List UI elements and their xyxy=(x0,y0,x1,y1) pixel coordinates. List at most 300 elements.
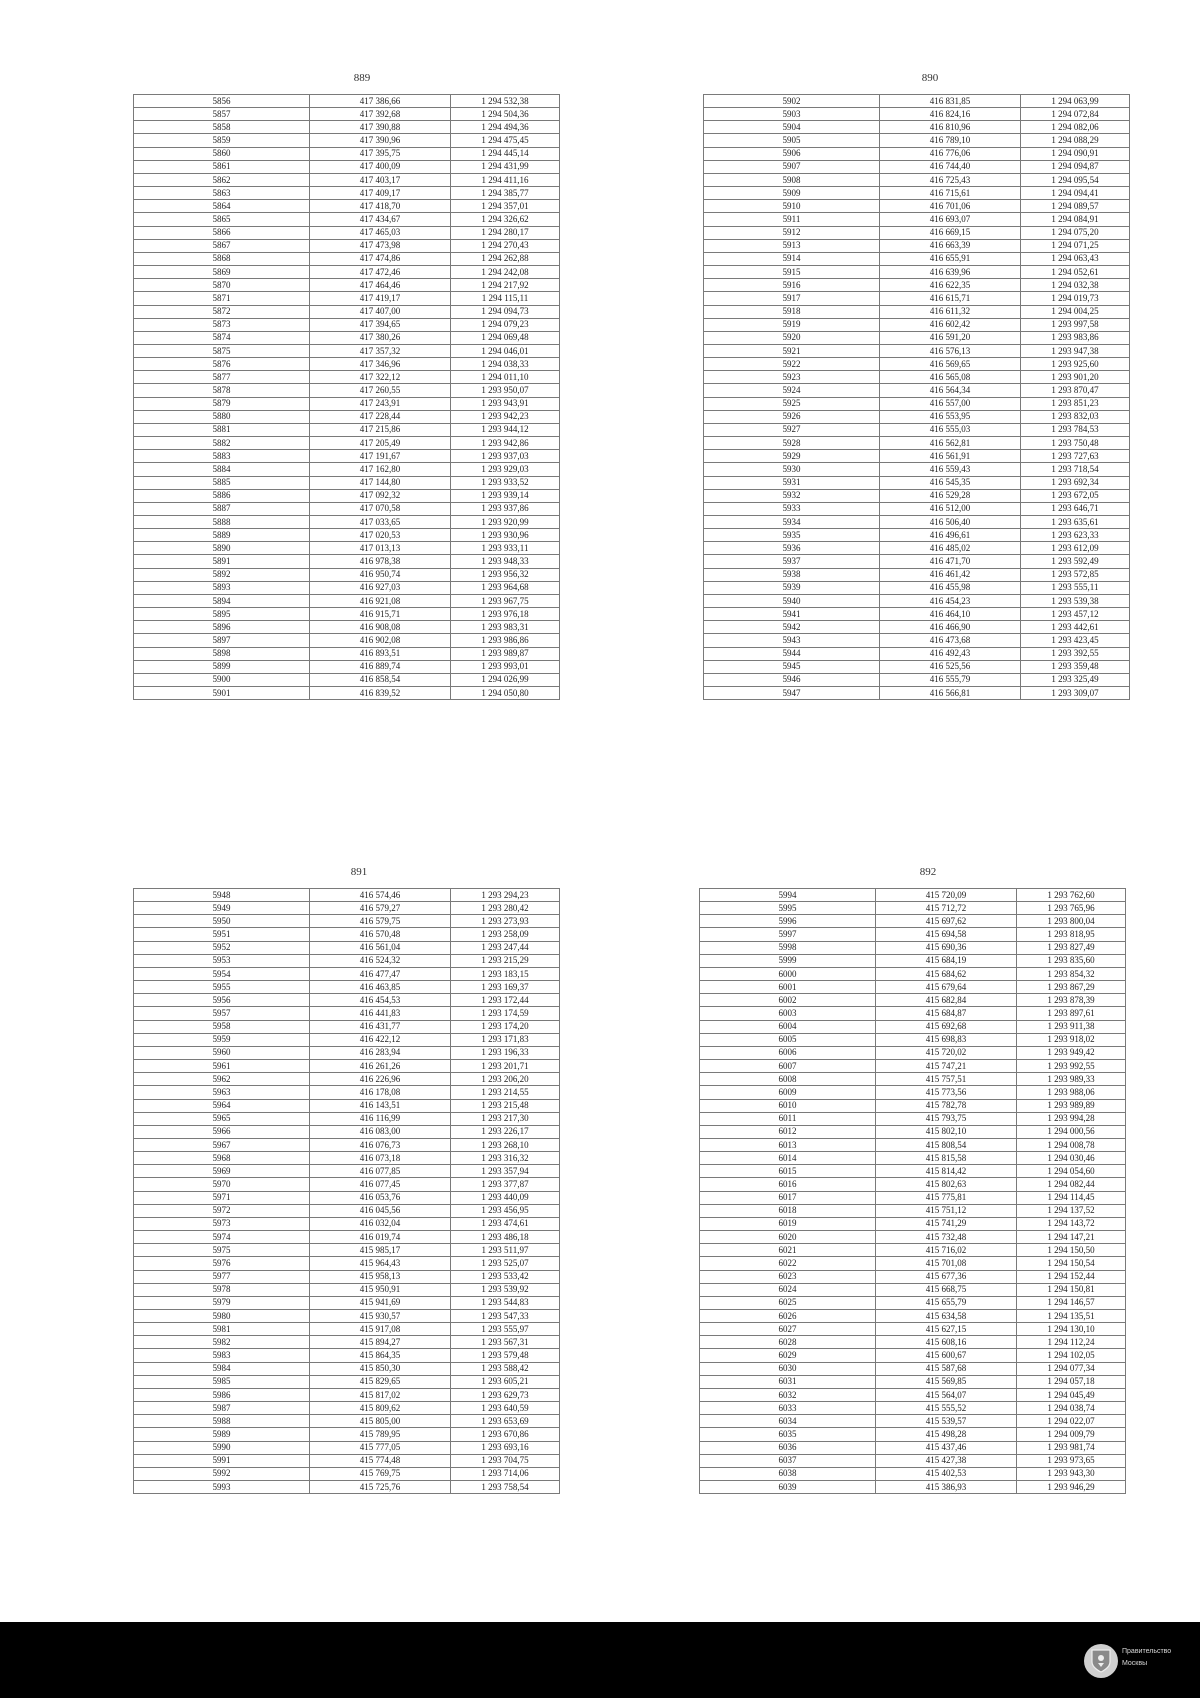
x-coordinate-cell: 417 472,46 xyxy=(310,266,451,279)
table-row xyxy=(134,489,560,502)
x-coordinate-cell: 416 226,96 xyxy=(310,1073,451,1086)
table-row xyxy=(134,1283,560,1296)
table-row xyxy=(700,967,1126,980)
point-number-cell: 5982 xyxy=(134,1336,310,1349)
point-number-cell: 5935 xyxy=(704,529,880,542)
y-coordinate-cell: 1 294 030,46 xyxy=(1017,1152,1126,1165)
y-coordinate-cell: 1 293 986,86 xyxy=(451,634,560,647)
x-coordinate-cell: 417 013,13 xyxy=(310,542,451,555)
table-row xyxy=(700,1138,1126,1151)
x-coordinate-cell: 416 725,43 xyxy=(880,173,1021,186)
y-coordinate-cell: 1 293 930,96 xyxy=(451,529,560,542)
table-row xyxy=(704,410,1130,423)
coordinates-table xyxy=(133,94,560,700)
y-coordinate-cell: 1 293 612,09 xyxy=(1021,542,1130,555)
y-coordinate-cell: 1 293 949,42 xyxy=(1017,1046,1126,1059)
y-coordinate-cell: 1 293 950,07 xyxy=(451,384,560,397)
point-number-cell: 6010 xyxy=(700,1099,876,1112)
point-number-cell: 5959 xyxy=(134,1033,310,1046)
y-coordinate-cell: 1 293 640,59 xyxy=(451,1402,560,1415)
x-coordinate-cell: 415 692,68 xyxy=(876,1020,1017,1033)
table-row xyxy=(134,1467,560,1480)
point-number-cell: 5953 xyxy=(134,954,310,967)
y-coordinate-cell: 1 293 937,86 xyxy=(451,502,560,515)
y-coordinate-cell: 1 293 762,60 xyxy=(1017,889,1126,902)
point-number-cell: 5867 xyxy=(134,239,310,252)
point-number-cell: 5882 xyxy=(134,437,310,450)
x-coordinate-cell: 417 390,88 xyxy=(310,121,451,134)
x-coordinate-cell: 416 073,18 xyxy=(310,1152,451,1165)
table-row xyxy=(134,173,560,186)
table-row xyxy=(134,1441,560,1454)
x-coordinate-cell: 417 418,70 xyxy=(310,200,451,213)
y-coordinate-cell: 1 294 063,99 xyxy=(1021,95,1130,108)
table-row xyxy=(700,1323,1126,1336)
x-coordinate-cell: 416 455,98 xyxy=(880,581,1021,594)
y-coordinate-cell: 1 293 325,49 xyxy=(1021,673,1130,686)
point-number-cell: 5978 xyxy=(134,1283,310,1296)
x-coordinate-cell: 416 559,43 xyxy=(880,463,1021,476)
point-number-cell: 5892 xyxy=(134,568,310,581)
point-number-cell: 6008 xyxy=(700,1073,876,1086)
table-row xyxy=(704,252,1130,265)
point-number-cell: 6003 xyxy=(700,1007,876,1020)
y-coordinate-cell: 1 293 997,58 xyxy=(1021,318,1130,331)
point-number-cell: 6021 xyxy=(700,1244,876,1257)
point-number-cell: 5908 xyxy=(704,173,880,186)
point-number-cell: 5912 xyxy=(704,226,880,239)
y-coordinate-cell: 1 294 147,21 xyxy=(1017,1231,1126,1244)
point-number-cell: 5922 xyxy=(704,358,880,371)
table-row xyxy=(704,529,1130,542)
x-coordinate-cell: 416 579,75 xyxy=(310,915,451,928)
x-coordinate-cell: 415 814,42 xyxy=(876,1165,1017,1178)
table-row xyxy=(704,608,1130,621)
point-number-cell: 5994 xyxy=(700,889,876,902)
x-coordinate-cell: 415 427,38 xyxy=(876,1454,1017,1467)
point-number-cell: 6031 xyxy=(700,1375,876,1388)
x-coordinate-cell: 416 524,32 xyxy=(310,954,451,967)
x-coordinate-cell: 415 684,87 xyxy=(876,1007,1017,1020)
y-coordinate-cell: 1 293 555,97 xyxy=(451,1323,560,1336)
table-row xyxy=(704,121,1130,134)
x-coordinate-cell: 416 574,46 xyxy=(310,889,451,902)
y-coordinate-cell: 1 294 217,92 xyxy=(451,279,560,292)
x-coordinate-cell: 416 178,08 xyxy=(310,1086,451,1099)
point-number-cell: 5916 xyxy=(704,279,880,292)
y-coordinate-cell: 1 294 090,91 xyxy=(1021,147,1130,160)
point-number-cell: 5975 xyxy=(134,1244,310,1257)
x-coordinate-cell: 417 473,98 xyxy=(310,239,451,252)
table-row xyxy=(134,371,560,384)
point-number-cell: 5878 xyxy=(134,384,310,397)
y-coordinate-cell: 1 293 646,71 xyxy=(1021,502,1130,515)
table-row xyxy=(704,95,1130,108)
table-row xyxy=(134,1033,560,1046)
y-coordinate-cell: 1 293 988,06 xyxy=(1017,1086,1126,1099)
y-coordinate-cell: 1 293 983,31 xyxy=(451,621,560,634)
x-coordinate-cell: 415 690,36 xyxy=(876,941,1017,954)
x-coordinate-cell: 416 693,07 xyxy=(880,213,1021,226)
table-row xyxy=(704,292,1130,305)
table-row xyxy=(134,1349,560,1362)
point-number-cell: 5929 xyxy=(704,450,880,463)
table-row xyxy=(704,581,1130,594)
y-coordinate-cell: 1 293 268,10 xyxy=(451,1138,560,1151)
y-coordinate-cell: 1 293 867,29 xyxy=(1017,981,1126,994)
point-number-cell: 5920 xyxy=(704,331,880,344)
table-row xyxy=(134,384,560,397)
table-row xyxy=(134,1402,560,1415)
y-coordinate-cell: 1 293 933,52 xyxy=(451,476,560,489)
x-coordinate-cell: 416 116,99 xyxy=(310,1112,451,1125)
y-coordinate-cell: 1 293 217,30 xyxy=(451,1112,560,1125)
y-coordinate-cell: 1 293 946,29 xyxy=(1017,1481,1126,1494)
y-coordinate-cell: 1 293 692,34 xyxy=(1021,476,1130,489)
y-coordinate-cell: 1 294 019,73 xyxy=(1021,292,1130,305)
point-number-cell: 5976 xyxy=(134,1257,310,1270)
x-coordinate-cell: 416 565,08 xyxy=(880,371,1021,384)
y-coordinate-cell: 1 293 784,53 xyxy=(1021,423,1130,436)
y-coordinate-cell: 1 294 150,54 xyxy=(1017,1257,1126,1270)
point-number-cell: 6015 xyxy=(700,1165,876,1178)
x-coordinate-cell: 415 769,75 xyxy=(310,1467,451,1480)
point-number-cell: 5984 xyxy=(134,1362,310,1375)
x-coordinate-cell: 415 802,10 xyxy=(876,1125,1017,1138)
table-row xyxy=(134,889,560,902)
table-row xyxy=(134,1270,560,1283)
x-coordinate-cell: 416 921,08 xyxy=(310,594,451,607)
table-row xyxy=(134,915,560,928)
point-number-cell: 5881 xyxy=(134,423,310,436)
y-coordinate-cell: 1 294 026,99 xyxy=(451,673,560,686)
point-number-cell: 6006 xyxy=(700,1046,876,1059)
x-coordinate-cell: 415 817,02 xyxy=(310,1388,451,1401)
y-coordinate-cell: 1 293 758,54 xyxy=(451,1481,560,1494)
y-coordinate-cell: 1 293 670,86 xyxy=(451,1428,560,1441)
point-number-cell: 5876 xyxy=(134,358,310,371)
y-coordinate-cell: 1 293 457,12 xyxy=(1021,608,1130,621)
table-row xyxy=(134,476,560,489)
footer-line-1: Правительство xyxy=(1122,1648,1172,1655)
y-coordinate-cell: 1 293 854,32 xyxy=(1017,967,1126,980)
x-coordinate-cell: 417 465,03 xyxy=(310,226,451,239)
x-coordinate-cell: 416 893,51 xyxy=(310,647,451,660)
table-row xyxy=(704,555,1130,568)
table-row xyxy=(134,1099,560,1112)
y-coordinate-cell: 1 293 989,87 xyxy=(451,647,560,660)
x-coordinate-cell: 416 902,08 xyxy=(310,634,451,647)
table-row xyxy=(134,305,560,318)
x-coordinate-cell: 416 557,00 xyxy=(880,397,1021,410)
point-number-cell: 5966 xyxy=(134,1125,310,1138)
table-row xyxy=(704,358,1130,371)
y-coordinate-cell: 1 293 981,74 xyxy=(1017,1441,1126,1454)
x-coordinate-cell: 415 964,43 xyxy=(310,1257,451,1270)
table-row xyxy=(134,358,560,371)
table-row xyxy=(134,1165,560,1178)
y-coordinate-cell: 1 293 539,38 xyxy=(1021,594,1130,607)
y-coordinate-cell: 1 294 052,61 xyxy=(1021,266,1130,279)
y-coordinate-cell: 1 293 635,61 xyxy=(1021,516,1130,529)
y-coordinate-cell: 1 293 572,85 xyxy=(1021,568,1130,581)
x-coordinate-cell: 416 622,35 xyxy=(880,279,1021,292)
table-row xyxy=(134,292,560,305)
y-coordinate-cell: 1 293 215,29 xyxy=(451,954,560,967)
point-number-cell: 5956 xyxy=(134,994,310,1007)
point-number-cell: 5871 xyxy=(134,292,310,305)
x-coordinate-cell: 417 260,55 xyxy=(310,384,451,397)
x-coordinate-cell: 416 639,96 xyxy=(880,266,1021,279)
x-coordinate-cell: 416 463,85 xyxy=(310,981,451,994)
point-number-cell: 5934 xyxy=(704,516,880,529)
x-coordinate-cell: 417 346,96 xyxy=(310,358,451,371)
point-number-cell: 5998 xyxy=(700,941,876,954)
y-coordinate-cell: 1 293 196,33 xyxy=(451,1046,560,1059)
x-coordinate-cell: 416 431,77 xyxy=(310,1020,451,1033)
point-number-cell: 5880 xyxy=(134,410,310,423)
table-row xyxy=(704,568,1130,581)
y-coordinate-cell: 1 294 152,44 xyxy=(1017,1270,1126,1283)
y-coordinate-cell: 1 293 357,94 xyxy=(451,1165,560,1178)
point-number-cell: 5983 xyxy=(134,1349,310,1362)
point-number-cell: 5909 xyxy=(704,187,880,200)
y-coordinate-cell: 1 294 079,23 xyxy=(451,318,560,331)
table-row xyxy=(134,252,560,265)
point-number-cell: 5969 xyxy=(134,1165,310,1178)
point-number-cell: 5873 xyxy=(134,318,310,331)
table-row xyxy=(134,594,560,607)
x-coordinate-cell: 416 889,74 xyxy=(310,660,451,673)
point-number-cell: 5947 xyxy=(704,687,880,700)
point-number-cell: 5905 xyxy=(704,134,880,147)
point-number-cell: 5946 xyxy=(704,673,880,686)
point-number-cell: 6014 xyxy=(700,1152,876,1165)
x-coordinate-cell: 416 570,48 xyxy=(310,928,451,941)
point-number-cell: 5907 xyxy=(704,160,880,173)
x-coordinate-cell: 416 512,00 xyxy=(880,502,1021,515)
y-coordinate-cell: 1 293 976,18 xyxy=(451,608,560,621)
y-coordinate-cell: 1 293 533,42 xyxy=(451,1270,560,1283)
y-coordinate-cell: 1 293 247,44 xyxy=(451,941,560,954)
table-row xyxy=(134,1428,560,1441)
y-coordinate-cell: 1 294 011,10 xyxy=(451,371,560,384)
table-row xyxy=(700,1362,1126,1375)
x-coordinate-cell: 417 205,49 xyxy=(310,437,451,450)
point-number-cell: 5993 xyxy=(134,1481,310,1494)
x-coordinate-cell: 415 725,76 xyxy=(310,1481,451,1494)
x-coordinate-cell: 417 403,17 xyxy=(310,173,451,186)
table-row xyxy=(700,1204,1126,1217)
table-row xyxy=(134,1310,560,1323)
x-coordinate-cell: 416 283,94 xyxy=(310,1046,451,1059)
x-coordinate-cell: 415 789,95 xyxy=(310,1428,451,1441)
x-coordinate-cell: 416 663,39 xyxy=(880,239,1021,252)
y-coordinate-cell: 1 294 022,07 xyxy=(1017,1415,1126,1428)
table-row xyxy=(700,1454,1126,1467)
point-number-cell: 6029 xyxy=(700,1349,876,1362)
point-number-cell: 5921 xyxy=(704,344,880,357)
page-889 xyxy=(133,72,591,792)
x-coordinate-cell: 416 045,56 xyxy=(310,1204,451,1217)
x-coordinate-cell: 416 076,73 xyxy=(310,1138,451,1151)
y-coordinate-cell: 1 293 392,55 xyxy=(1021,647,1130,660)
table-row xyxy=(704,621,1130,634)
table-row xyxy=(134,147,560,160)
point-number-cell: 6038 xyxy=(700,1467,876,1480)
table-row xyxy=(704,542,1130,555)
point-number-cell: 5965 xyxy=(134,1112,310,1125)
table-row xyxy=(704,673,1130,686)
point-number-cell: 5924 xyxy=(704,384,880,397)
x-coordinate-cell: 417 191,67 xyxy=(310,450,451,463)
table-row xyxy=(704,450,1130,463)
y-coordinate-cell: 1 294 094,73 xyxy=(451,305,560,318)
y-coordinate-cell: 1 293 933,11 xyxy=(451,542,560,555)
x-coordinate-cell: 415 668,75 xyxy=(876,1283,1017,1296)
y-coordinate-cell: 1 293 206,20 xyxy=(451,1073,560,1086)
table-row xyxy=(134,1375,560,1388)
point-number-cell: 5972 xyxy=(134,1204,310,1217)
x-coordinate-cell: 416 831,85 xyxy=(880,95,1021,108)
y-coordinate-cell: 1 293 920,99 xyxy=(451,516,560,529)
table-row xyxy=(134,608,560,621)
x-coordinate-cell: 417 228,44 xyxy=(310,410,451,423)
x-coordinate-cell: 417 322,12 xyxy=(310,371,451,384)
table-row xyxy=(700,1296,1126,1309)
x-coordinate-cell: 416 579,27 xyxy=(310,902,451,915)
table-row xyxy=(704,647,1130,660)
x-coordinate-cell: 416 454,53 xyxy=(310,994,451,1007)
point-number-cell: 5957 xyxy=(134,1007,310,1020)
x-coordinate-cell: 415 697,62 xyxy=(876,915,1017,928)
y-coordinate-cell: 1 294 045,49 xyxy=(1017,1388,1126,1401)
y-coordinate-cell: 1 294 054,60 xyxy=(1017,1165,1126,1178)
table-row xyxy=(134,1481,560,1494)
point-number-cell: 5874 xyxy=(134,331,310,344)
point-number-cell: 5945 xyxy=(704,660,880,673)
table-row xyxy=(134,529,560,542)
x-coordinate-cell: 416 441,83 xyxy=(310,1007,451,1020)
y-coordinate-cell: 1 294 071,25 xyxy=(1021,239,1130,252)
y-coordinate-cell: 1 293 992,55 xyxy=(1017,1060,1126,1073)
point-number-cell: 5910 xyxy=(704,200,880,213)
point-number-cell: 5888 xyxy=(134,516,310,529)
x-coordinate-cell: 417 357,32 xyxy=(310,344,451,357)
y-coordinate-cell: 1 293 993,01 xyxy=(451,660,560,673)
point-number-cell: 6027 xyxy=(700,1323,876,1336)
y-coordinate-cell: 1 293 547,33 xyxy=(451,1310,560,1323)
table-row xyxy=(700,1033,1126,1046)
table-row xyxy=(700,1244,1126,1257)
y-coordinate-cell: 1 294 088,29 xyxy=(1021,134,1130,147)
y-coordinate-cell: 1 293 486,18 xyxy=(451,1231,560,1244)
y-coordinate-cell: 1 293 629,73 xyxy=(451,1388,560,1401)
table-row xyxy=(700,1020,1126,1033)
x-coordinate-cell: 416 261,26 xyxy=(310,1060,451,1073)
table-row xyxy=(134,121,560,134)
y-coordinate-cell: 1 294 075,20 xyxy=(1021,226,1130,239)
y-coordinate-cell: 1 293 964,68 xyxy=(451,581,560,594)
table-row xyxy=(134,621,560,634)
table-row xyxy=(704,437,1130,450)
x-coordinate-cell: 416 464,10 xyxy=(880,608,1021,621)
table-row xyxy=(700,1349,1126,1362)
point-number-cell: 5940 xyxy=(704,594,880,607)
page-number: 892 xyxy=(919,866,937,878)
y-coordinate-cell: 1 293 423,45 xyxy=(1021,634,1130,647)
table-row xyxy=(134,673,560,686)
x-coordinate-cell: 415 917,08 xyxy=(310,1323,451,1336)
y-coordinate-cell: 1 293 818,95 xyxy=(1017,928,1126,941)
x-coordinate-cell: 415 829,65 xyxy=(310,1375,451,1388)
point-number-cell: 6012 xyxy=(700,1125,876,1138)
point-number-cell: 5933 xyxy=(704,502,880,515)
y-coordinate-cell: 1 294 072,84 xyxy=(1021,108,1130,121)
y-coordinate-cell: 1 294 504,36 xyxy=(451,108,560,121)
table-row xyxy=(134,1362,560,1375)
table-row xyxy=(700,954,1126,967)
point-number-cell: 6035 xyxy=(700,1428,876,1441)
point-number-cell: 5967 xyxy=(134,1138,310,1151)
table-row xyxy=(704,384,1130,397)
point-number-cell: 5895 xyxy=(134,608,310,621)
table-row xyxy=(700,1231,1126,1244)
table-row xyxy=(134,1152,560,1165)
x-coordinate-cell: 417 092,32 xyxy=(310,489,451,502)
point-number-cell: 5999 xyxy=(700,954,876,967)
table-row xyxy=(704,344,1130,357)
table-row xyxy=(700,1467,1126,1480)
y-coordinate-cell: 1 294 475,45 xyxy=(451,134,560,147)
table-row xyxy=(134,1454,560,1467)
table-row xyxy=(704,266,1130,279)
table-row xyxy=(134,239,560,252)
x-coordinate-cell: 415 930,57 xyxy=(310,1310,451,1323)
point-number-cell: 6033 xyxy=(700,1402,876,1415)
y-coordinate-cell: 1 293 273,93 xyxy=(451,915,560,928)
table-row xyxy=(704,187,1130,200)
table-row xyxy=(700,928,1126,941)
point-number-cell: 5973 xyxy=(134,1217,310,1230)
x-coordinate-cell: 416 615,71 xyxy=(880,292,1021,305)
table-row xyxy=(134,1086,560,1099)
x-coordinate-cell: 416 927,03 xyxy=(310,581,451,594)
x-coordinate-cell: 415 751,12 xyxy=(876,1204,1017,1217)
table-row xyxy=(134,279,560,292)
point-number-cell: 5952 xyxy=(134,941,310,954)
y-coordinate-cell: 1 294 038,33 xyxy=(451,358,560,371)
table-row xyxy=(700,1481,1126,1494)
x-coordinate-cell: 417 386,66 xyxy=(310,95,451,108)
x-coordinate-cell: 417 394,65 xyxy=(310,318,451,331)
x-coordinate-cell: 415 741,29 xyxy=(876,1217,1017,1230)
table-row xyxy=(134,1125,560,1138)
point-number-cell: 5980 xyxy=(134,1310,310,1323)
y-coordinate-cell: 1 293 835,60 xyxy=(1017,954,1126,967)
x-coordinate-cell: 416 077,85 xyxy=(310,1165,451,1178)
table-row xyxy=(134,423,560,436)
point-number-cell: 6028 xyxy=(700,1336,876,1349)
y-coordinate-cell: 1 293 605,21 xyxy=(451,1375,560,1388)
x-coordinate-cell: 416 473,68 xyxy=(880,634,1021,647)
y-coordinate-cell: 1 293 973,65 xyxy=(1017,1454,1126,1467)
table-row xyxy=(704,200,1130,213)
point-number-cell: 5928 xyxy=(704,437,880,450)
table-row xyxy=(704,331,1130,344)
y-coordinate-cell: 1 293 878,39 xyxy=(1017,994,1126,1007)
coordinates-table xyxy=(703,94,1130,700)
